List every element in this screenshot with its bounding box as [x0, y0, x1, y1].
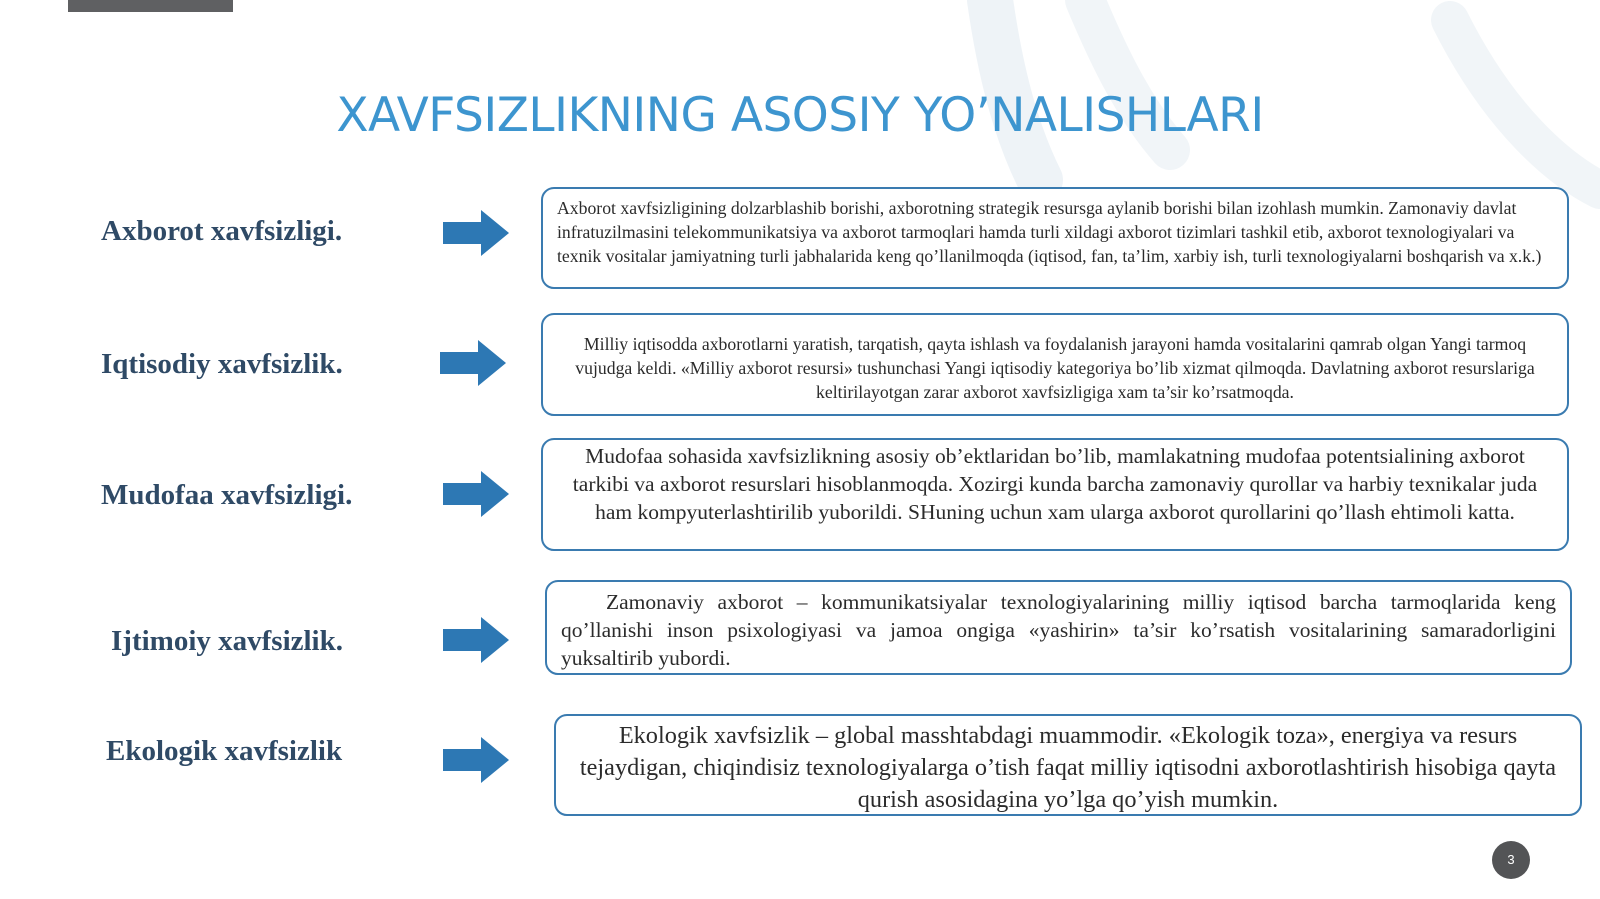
- description-text-mudofaa: Mudofaa sohasida xavfsizlikning asosiy ob’ektlaridan bo’lib, mamlakatning mudofaa potentsialining axborot tarkibi va axborot resurslari hisoblanmoqda. Xozirgi kunda barcha zamonaviy qurollar va harbiy texnikalar juda ham kompyuterlashtirilib yuborildi. SHuning uchun xam ularga axborot qurollarini qo’llash ehtimoli katta.: [572, 444, 1538, 524]
- description-box-axborot: [541, 187, 1569, 289]
- description-text-ekologik: Ekologik xavfsizlik – global masshtabdagi muammodir. «Ekologik toza», energiya va resurs tejaydigan, chiqindisiz texnologiyalarga o’tish faqat milliy iqtisodni axborotlashtirish hisobiga qayta qurish asosidagina yo’lga qo’yish mumkin.: [579, 722, 1557, 813]
- description-text-ijtimoiy: Zamonaviy axborot – kommunikatsiyalar texnologiyalarining milliy iqtisod barcha tarmoqlarida keng qo’llanishi inson psixologiyasi va jamoa ongiga «yashirin» ta’sir ko’rsatish vositalarining samaradorligini yuksaltirib yubordi.: [561, 590, 1556, 670]
- arrow-right-icon: [443, 617, 509, 663]
- description-box-ekologik: [554, 714, 1582, 816]
- arrow-right-icon: [443, 737, 509, 783]
- description-box-iqtisodiy: [541, 313, 1569, 416]
- description-box-mudofaa: [541, 438, 1569, 551]
- row-label-iqtisodiy: Iqtisodiy xavfsizlik.: [101, 348, 343, 380]
- row-label-ijtimoiy: Ijtimoiy xavfsizlik.: [111, 625, 343, 657]
- arrow-right-icon: [443, 210, 509, 256]
- slide-title: XAVFSIZLIKNING ASOSIY YO’NALISHLARI: [336, 88, 1264, 143]
- row-label-axborot: Axborot xavfsizligi.: [101, 215, 343, 247]
- row-label-mudofaa: Mudofaa xavfsizligi.: [101, 479, 353, 511]
- page-number-badge: 3: [1492, 841, 1530, 879]
- row-label-ekologik: Ekologik xavfsizlik: [106, 735, 343, 767]
- top-accent-bar: [68, 0, 233, 12]
- description-text-axborot: Axborot xavfsizligining dolzarblashib borishi, axborotning strategik resursga aylanib borishi bilan izohlash mumkin. Zamonaviy davlat infratuzilmasini telekommunikatsiya va axborot tarmoqlari hamda turli xildagi axborot tizimlari tashkil etib, axborot texnologiyalari va texnik vositalar jamiyatning turli jabhalarida keng qo’llanilmoqda (iqtisod, fan, ta’lim, xarbiy ish, turli texnologiyalarni boshqarish va x.k.): [557, 198, 1542, 266]
- description-box-ijtimoiy: [545, 580, 1572, 675]
- description-text-iqtisodiy: Milliy iqtisodda axborotlarni yaratish, tarqatish, qayta ishlash va foydalanish jarayoni hamda vositalarini qamrab olgan Yangi tarmoq vujudga keldi. «Milliy axborot resursi» tushunchasi Yangi iqtisodiy kategoriya bo’lib xizmat qilmoqda. Davlatning axborot resurslariga keltirilayotgan zarar axborot xavfsizligiga xam ta’sir ko’rsatmoqda.: [575, 334, 1535, 402]
- arrow-right-icon: [443, 471, 509, 517]
- arrow-right-icon: [440, 340, 506, 386]
